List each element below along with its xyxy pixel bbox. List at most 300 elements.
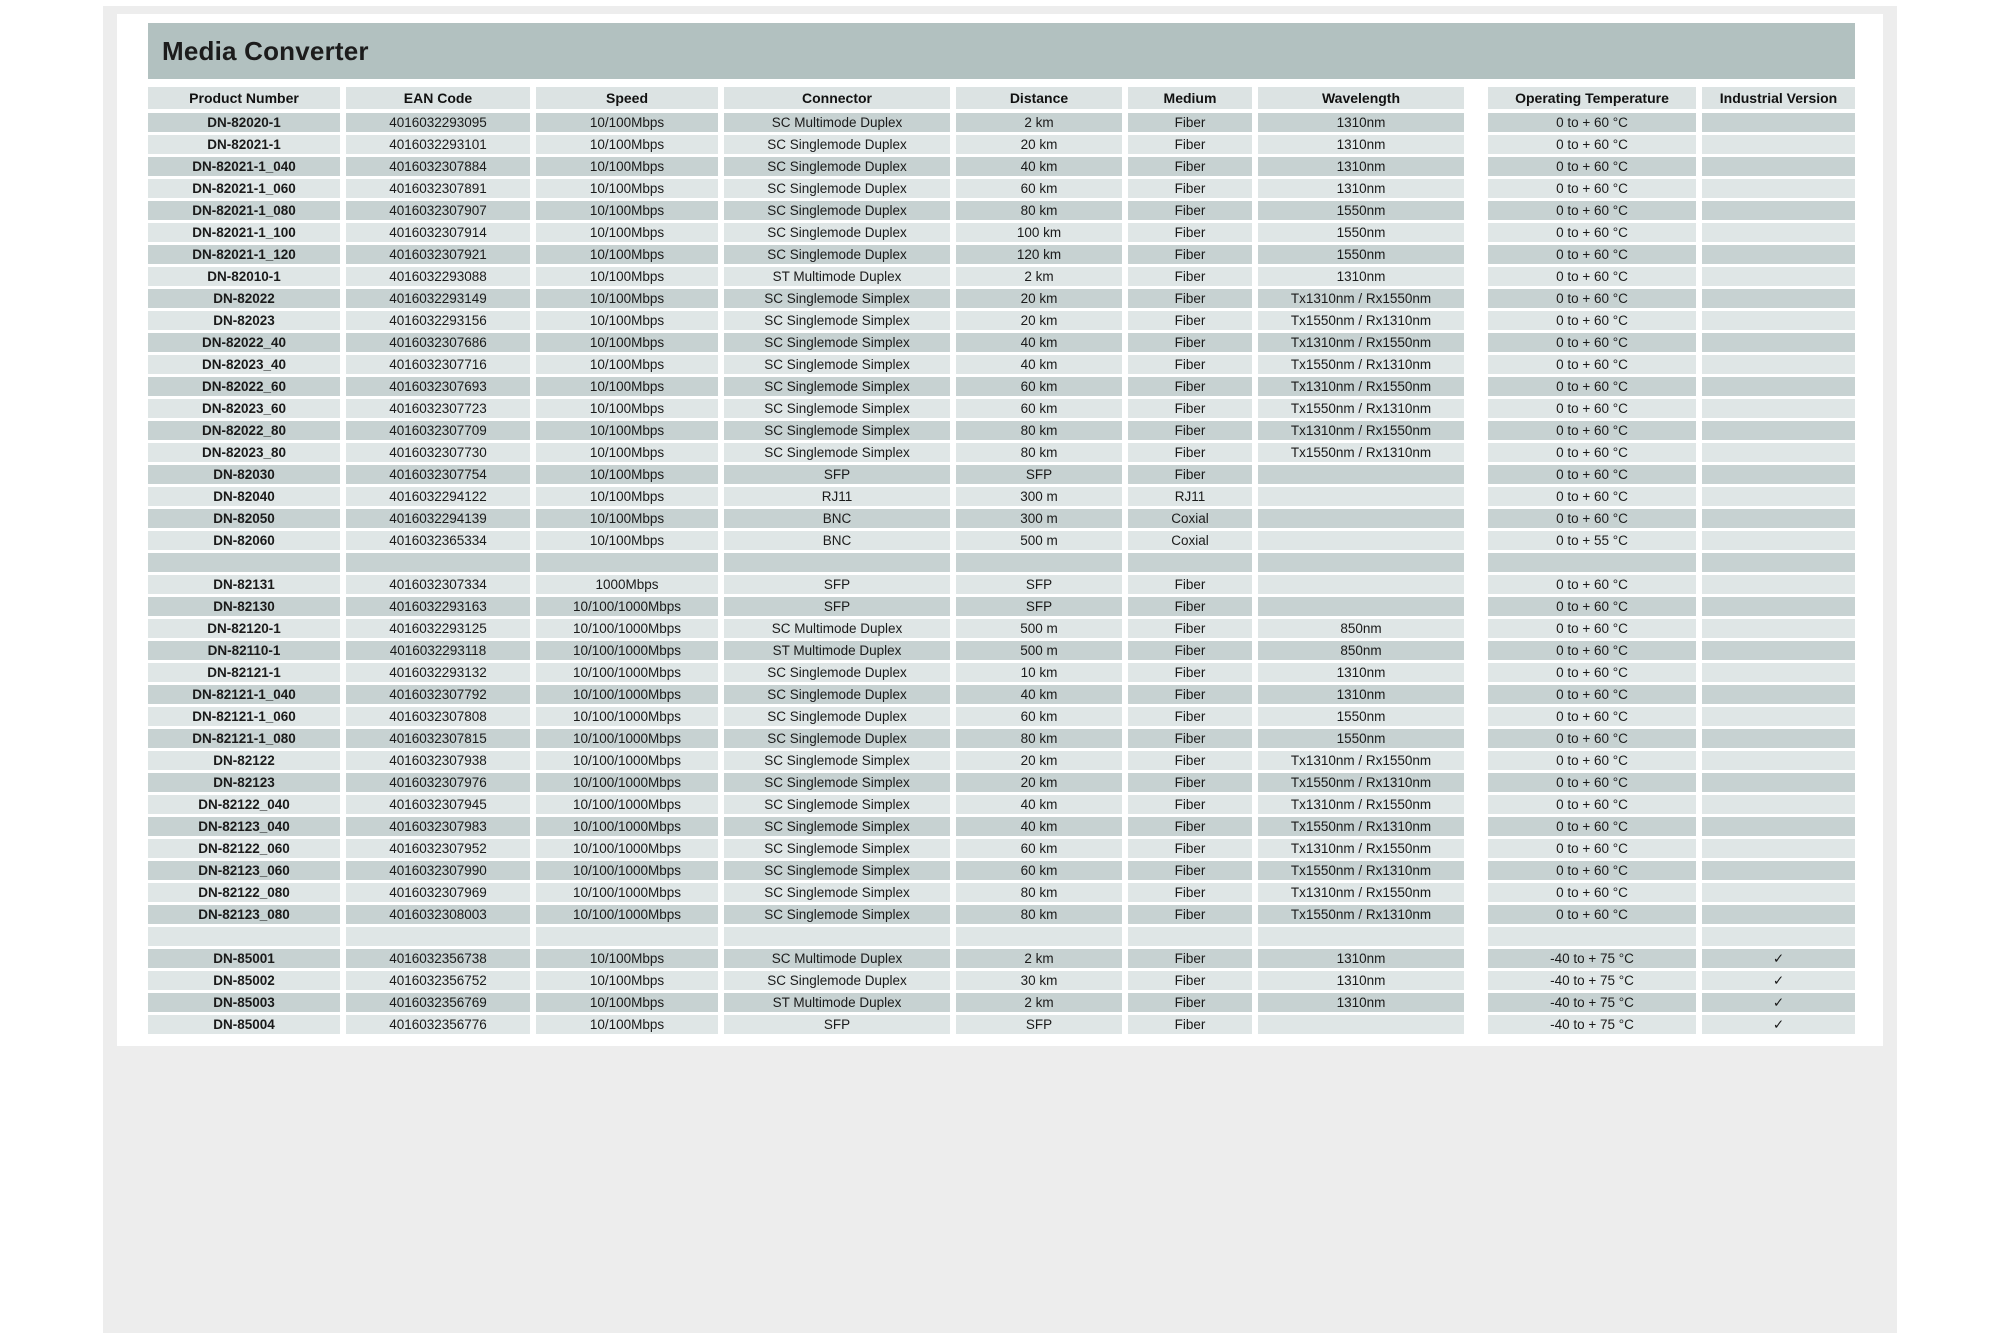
table-cell <box>1702 729 1855 748</box>
table-cell: Fiber <box>1128 377 1252 396</box>
column-group-gap <box>1470 179 1482 198</box>
table-cell: 60 km <box>956 377 1122 396</box>
table-row <box>148 399 1855 418</box>
table-cell: 4016032307334 <box>346 575 530 594</box>
column-group-gap <box>1470 421 1482 440</box>
table-cell: 40 km <box>956 685 1122 704</box>
table-cell <box>1702 267 1855 286</box>
column-group-gap <box>1470 113 1482 132</box>
table-cell: 0 to + 60 °C <box>1488 575 1696 594</box>
table-cell <box>148 553 340 572</box>
table-cell: 0 to + 60 °C <box>1488 729 1696 748</box>
table-cell: SC Singlemode Simplex <box>724 377 950 396</box>
table-cell: 10/100/1000Mbps <box>536 663 718 682</box>
table-cell: SC Singlemode Duplex <box>724 245 950 264</box>
column-group-gap <box>1470 729 1482 748</box>
column-group-gap <box>1470 1015 1482 1034</box>
table-cell: 0 to + 60 °C <box>1488 795 1696 814</box>
table-cell <box>956 553 1122 572</box>
table-cell <box>1702 223 1855 242</box>
table-cell: 80 km <box>956 443 1122 462</box>
table-cell: 4016032307945 <box>346 795 530 814</box>
table-cell <box>1258 531 1464 550</box>
table-cell: DN-82121-1_040 <box>148 685 340 704</box>
table-cell: 10/100Mbps <box>536 377 718 396</box>
table-cell: DN-82022 <box>148 289 340 308</box>
table-cell: 0 to + 60 °C <box>1488 883 1696 902</box>
table-cell: Fiber <box>1128 773 1252 792</box>
table-cell <box>346 927 530 946</box>
table-cell <box>1702 663 1855 682</box>
table-cell: 0 to + 60 °C <box>1488 421 1696 440</box>
column-group-gap <box>1470 619 1482 638</box>
column-group-gap <box>1470 575 1482 594</box>
table-cell: 0 to + 55 °C <box>1488 531 1696 550</box>
table-cell: 0 to + 60 °C <box>1488 861 1696 880</box>
table-cell: 4016032294122 <box>346 487 530 506</box>
table-cell: 4016032308003 <box>346 905 530 924</box>
table-cell: 10/100Mbps <box>536 531 718 550</box>
table-cell: 4016032307976 <box>346 773 530 792</box>
table-cell: DN-82123_040 <box>148 817 340 836</box>
table-cell: 10/100/1000Mbps <box>536 751 718 770</box>
table-cell: BNC <box>724 509 950 528</box>
table-row <box>148 377 1855 396</box>
table-cell: Fiber <box>1128 311 1252 330</box>
column-group-gap <box>1470 553 1482 572</box>
table-row <box>148 641 1855 660</box>
column-group-gap <box>1470 333 1482 352</box>
table-cell: 4016032293132 <box>346 663 530 682</box>
table-row <box>148 619 1855 638</box>
table-cell: 40 km <box>956 817 1122 836</box>
table-cell: 10/100Mbps <box>536 949 718 968</box>
column-group-gap <box>1470 531 1482 550</box>
table-cell: DN-82030 <box>148 465 340 484</box>
table-row <box>148 1015 1855 1034</box>
table-cell: 4016032307952 <box>346 839 530 858</box>
table-cell: 0 to + 60 °C <box>1488 223 1696 242</box>
table-cell: 10/100Mbps <box>536 179 718 198</box>
table-cell: DN-82021-1 <box>148 135 340 154</box>
table-cell: Fiber <box>1128 267 1252 286</box>
table-row <box>148 905 1855 924</box>
table-row <box>148 971 1855 990</box>
column-group-gap <box>1470 861 1482 880</box>
table-cell: Fiber <box>1128 861 1252 880</box>
table-cell: 60 km <box>956 179 1122 198</box>
table-cell <box>1702 377 1855 396</box>
table-cell: 500 m <box>956 641 1122 660</box>
table-cell: ✓ <box>1702 993 1855 1012</box>
table-row <box>148 949 1855 968</box>
table-cell: DN-82021-1_080 <box>148 201 340 220</box>
table-cell: 4016032293095 <box>346 113 530 132</box>
table-cell: 2 km <box>956 949 1122 968</box>
table-cell <box>1702 927 1855 946</box>
table-cell <box>1702 773 1855 792</box>
column-group-gap <box>1470 597 1482 616</box>
table-cell: 0 to + 60 °C <box>1488 135 1696 154</box>
table-cell: 10/100/1000Mbps <box>536 619 718 638</box>
table-cell: 60 km <box>956 707 1122 726</box>
table-cell <box>1258 553 1464 572</box>
table-cell: 1310nm <box>1258 993 1464 1012</box>
table-row <box>148 311 1855 330</box>
table-cell: 20 km <box>956 751 1122 770</box>
table-cell: 4016032356752 <box>346 971 530 990</box>
column-group-gap <box>1470 993 1482 1012</box>
table-cell: Fiber <box>1128 135 1252 154</box>
table-cell: SFP <box>956 597 1122 616</box>
table-cell: Fiber <box>1128 663 1252 682</box>
table-cell: Fiber <box>1128 751 1252 770</box>
table-cell: 10/100/1000Mbps <box>536 773 718 792</box>
table-cell: 0 to + 60 °C <box>1488 443 1696 462</box>
table-row <box>148 773 1855 792</box>
table-cell: Tx1310nm / Rx1550nm <box>1258 421 1464 440</box>
table-cell <box>1702 817 1855 836</box>
column-group-gap <box>1470 883 1482 902</box>
table-cell: ST Multimode Duplex <box>724 993 950 1012</box>
table-cell: Tx1310nm / Rx1550nm <box>1258 289 1464 308</box>
column-group-gap <box>1470 971 1482 990</box>
table-cell: 4016032307983 <box>346 817 530 836</box>
table-cell: 4016032356769 <box>346 993 530 1012</box>
table-cell: 1550nm <box>1258 707 1464 726</box>
table-cell: DN-82122_080 <box>148 883 340 902</box>
table-cell: 0 to + 60 °C <box>1488 751 1696 770</box>
table-cell: 4016032307716 <box>346 355 530 374</box>
table-row <box>148 487 1855 506</box>
table-cell: Coxial <box>1128 509 1252 528</box>
table-row <box>148 113 1855 132</box>
table-cell: 10/100Mbps <box>536 201 718 220</box>
column-group-gap <box>1470 663 1482 682</box>
table-cell: DN-82123 <box>148 773 340 792</box>
table-cell: Fiber <box>1128 399 1252 418</box>
table-cell <box>1258 1015 1464 1034</box>
table-cell: SC Singlemode Simplex <box>724 421 950 440</box>
table-cell: 1000Mbps <box>536 575 718 594</box>
table-cell: DN-82110-1 <box>148 641 340 660</box>
table-cell: 4016032293125 <box>346 619 530 638</box>
column-group-gap <box>1470 927 1482 946</box>
table-cell: DN-82010-1 <box>148 267 340 286</box>
table-cell: 10/100Mbps <box>536 333 718 352</box>
table-row <box>148 421 1855 440</box>
table-cell: 0 to + 60 °C <box>1488 619 1696 638</box>
column-group-gap <box>1470 135 1482 154</box>
table-cell: SC Multimode Duplex <box>724 949 950 968</box>
table-row <box>148 993 1855 1012</box>
table-cell: Tx1550nm / Rx1310nm <box>1258 817 1464 836</box>
table-cell: 1310nm <box>1258 949 1464 968</box>
table-cell: 1310nm <box>1258 267 1464 286</box>
table-cell: 80 km <box>956 201 1122 220</box>
table-cell: Fiber <box>1128 641 1252 660</box>
table-cell <box>1702 201 1855 220</box>
table-cell: SC Singlemode Duplex <box>724 179 950 198</box>
table-cell: Fiber <box>1128 245 1252 264</box>
table-cell: Fiber <box>1128 707 1252 726</box>
table-cell: 0 to + 60 °C <box>1488 399 1696 418</box>
table-cell: SC Singlemode Simplex <box>724 333 950 352</box>
table-cell: Tx1310nm / Rx1550nm <box>1258 883 1464 902</box>
table-cell <box>346 553 530 572</box>
table-cell: 10/100/1000Mbps <box>536 883 718 902</box>
table-row <box>148 179 1855 198</box>
table-cell: 20 km <box>956 773 1122 792</box>
column-group-gap <box>1470 87 1482 109</box>
table-cell: DN-82121-1_080 <box>148 729 340 748</box>
table-cell: DN-82050 <box>148 509 340 528</box>
table-cell: 0 to + 60 °C <box>1488 663 1696 682</box>
table-row <box>148 839 1855 858</box>
table-cell <box>1258 509 1464 528</box>
column-header: EAN Code <box>346 87 530 109</box>
column-header: Wavelength <box>1258 87 1464 109</box>
table-cell: 850nm <box>1258 619 1464 638</box>
table-cell: 500 m <box>956 619 1122 638</box>
table-cell <box>1702 421 1855 440</box>
table-cell: 4016032307938 <box>346 751 530 770</box>
table-cell: 0 to + 60 °C <box>1488 179 1696 198</box>
table-cell <box>1488 553 1696 572</box>
table-cell <box>1702 883 1855 902</box>
table-row <box>148 883 1855 902</box>
column-header: Distance <box>956 87 1122 109</box>
table-cell <box>1128 553 1252 572</box>
table-cell: SC Singlemode Simplex <box>724 839 950 858</box>
column-group-gap <box>1470 949 1482 968</box>
table-cell <box>724 927 950 946</box>
table-cell: 0 to + 60 °C <box>1488 157 1696 176</box>
table-cell <box>1702 861 1855 880</box>
table-cell <box>1702 399 1855 418</box>
table-cell: 0 to + 60 °C <box>1488 289 1696 308</box>
table-cell: 0 to + 60 °C <box>1488 685 1696 704</box>
table-cell: Fiber <box>1128 729 1252 748</box>
table-cell: DN-82021-1_100 <box>148 223 340 242</box>
table-cell: 0 to + 60 °C <box>1488 355 1696 374</box>
table-cell: 10/100Mbps <box>536 399 718 418</box>
table-cell: 40 km <box>956 795 1122 814</box>
table-cell: ST Multimode Duplex <box>724 641 950 660</box>
table-cell: 1550nm <box>1258 729 1464 748</box>
table-cell: Coxial <box>1128 531 1252 550</box>
table-cell: DN-82121-1_060 <box>148 707 340 726</box>
table-cell: 100 km <box>956 223 1122 242</box>
table-cell: 4016032293101 <box>346 135 530 154</box>
table-cell: 4016032293156 <box>346 311 530 330</box>
table-cell: SC Singlemode Simplex <box>724 883 950 902</box>
table-cell <box>1258 465 1464 484</box>
table-cell: 4016032307693 <box>346 377 530 396</box>
column-group-gap <box>1470 443 1482 462</box>
column-group-gap <box>1470 157 1482 176</box>
table-cell: SFP <box>724 597 950 616</box>
column-group-gap <box>1470 641 1482 660</box>
table-cell <box>1702 113 1855 132</box>
table-row <box>148 531 1855 550</box>
table-cell: DN-82023 <box>148 311 340 330</box>
table-row <box>148 201 1855 220</box>
table-cell <box>536 927 718 946</box>
table-cell: SC Singlemode Duplex <box>724 663 950 682</box>
table-cell: Tx1550nm / Rx1310nm <box>1258 399 1464 418</box>
column-group-gap <box>1470 509 1482 528</box>
table-cell: DN-82023_60 <box>148 399 340 418</box>
table-cell: SFP <box>724 465 950 484</box>
table-cell <box>1258 575 1464 594</box>
table-cell: 10/100Mbps <box>536 355 718 374</box>
table-cell: 20 km <box>956 311 1122 330</box>
table-cell <box>1258 927 1464 946</box>
table-cell: 10/100Mbps <box>536 267 718 286</box>
table-cell: 4016032307723 <box>346 399 530 418</box>
table-cell: SC Singlemode Duplex <box>724 685 950 704</box>
table-cell: -40 to + 75 °C <box>1488 949 1696 968</box>
table-cell: 4016032307686 <box>346 333 530 352</box>
table-cell: Fiber <box>1128 795 1252 814</box>
table-cell: DN-82060 <box>148 531 340 550</box>
table-row <box>148 751 1855 770</box>
table-cell: ✓ <box>1702 949 1855 968</box>
table-cell: 0 to + 60 °C <box>1488 267 1696 286</box>
table-cell: SC Singlemode Simplex <box>724 443 950 462</box>
column-header: Operating Temperature <box>1488 87 1696 109</box>
table-cell: 0 to + 60 °C <box>1488 707 1696 726</box>
column-group-gap <box>1470 817 1482 836</box>
table-cell <box>1702 509 1855 528</box>
table-cell <box>1258 597 1464 616</box>
table-row <box>148 157 1855 176</box>
table-cell: 4016032307730 <box>346 443 530 462</box>
table-cell: Tx1550nm / Rx1310nm <box>1258 773 1464 792</box>
table-cell <box>956 927 1122 946</box>
table-cell: 10/100/1000Mbps <box>536 729 718 748</box>
table-cell: DN-82131 <box>148 575 340 594</box>
table-cell: 4016032307709 <box>346 421 530 440</box>
table-row <box>148 707 1855 726</box>
table-cell: 30 km <box>956 971 1122 990</box>
table-cell: Fiber <box>1128 113 1252 132</box>
table-cell <box>1702 553 1855 572</box>
table-cell <box>1702 311 1855 330</box>
table-cell: 40 km <box>956 333 1122 352</box>
page-title: Media Converter <box>162 35 369 66</box>
table-cell: 0 to + 60 °C <box>1488 905 1696 924</box>
table-cell: 80 km <box>956 729 1122 748</box>
column-group-gap <box>1470 289 1482 308</box>
table-cell: SC Singlemode Simplex <box>724 289 950 308</box>
table-cell: DN-82040 <box>148 487 340 506</box>
table-cell: 40 km <box>956 157 1122 176</box>
table-cell <box>148 927 340 946</box>
page-frame <box>103 6 1897 1333</box>
table-cell: Tx1310nm / Rx1550nm <box>1258 795 1464 814</box>
table-cell: 10/100/1000Mbps <box>536 905 718 924</box>
table-cell: 4016032356738 <box>346 949 530 968</box>
table-cell: 1550nm <box>1258 223 1464 242</box>
table-cell: 0 to + 60 °C <box>1488 641 1696 660</box>
table-cell: 10/100/1000Mbps <box>536 641 718 660</box>
table-cell: SC Singlemode Duplex <box>724 135 950 154</box>
table-cell: SC Singlemode Duplex <box>724 201 950 220</box>
table-cell: 120 km <box>956 245 1122 264</box>
table-cell: SC Singlemode Simplex <box>724 355 950 374</box>
table-cell: Fiber <box>1128 421 1252 440</box>
table-cell: Fiber <box>1128 157 1252 176</box>
table-cell: 10/100Mbps <box>536 509 718 528</box>
table-cell: 4016032307792 <box>346 685 530 704</box>
table-cell: SC Singlemode Simplex <box>724 795 950 814</box>
table-cell: 10/100/1000Mbps <box>536 597 718 616</box>
column-group-gap <box>1470 201 1482 220</box>
table-cell: 4016032307907 <box>346 201 530 220</box>
table-row <box>148 267 1855 286</box>
table-cell: 4016032307914 <box>346 223 530 242</box>
table-cell <box>1702 465 1855 484</box>
table-cell: 0 to + 60 °C <box>1488 245 1696 264</box>
table-cell: 10/100/1000Mbps <box>536 839 718 858</box>
column-group-gap <box>1470 355 1482 374</box>
table-cell: 500 m <box>956 531 1122 550</box>
table-cell <box>1702 333 1855 352</box>
table-cell: DN-82023_40 <box>148 355 340 374</box>
table-cell: SFP <box>724 1015 950 1034</box>
table-body <box>148 113 1855 1034</box>
table-cell: 10/100Mbps <box>536 465 718 484</box>
table-row <box>148 443 1855 462</box>
table-cell: 4016032294139 <box>346 509 530 528</box>
table-cell: 1310nm <box>1258 685 1464 704</box>
table-cell: 80 km <box>956 905 1122 924</box>
table-cell: Tx1310nm / Rx1550nm <box>1258 377 1464 396</box>
table-cell: 10/100/1000Mbps <box>536 685 718 704</box>
table-cell: 0 to + 60 °C <box>1488 773 1696 792</box>
column-group-gap <box>1470 751 1482 770</box>
table-cell: Fiber <box>1128 839 1252 858</box>
table-cell: Tx1310nm / Rx1550nm <box>1258 333 1464 352</box>
table-cell: 1310nm <box>1258 157 1464 176</box>
table-row <box>148 289 1855 308</box>
table-row <box>148 597 1855 616</box>
table-cell: 2 km <box>956 267 1122 286</box>
table-row <box>148 509 1855 528</box>
table-cell: Fiber <box>1128 1015 1252 1034</box>
table-cell: BNC <box>724 531 950 550</box>
column-group-gap <box>1470 245 1482 264</box>
table-cell: ✓ <box>1702 971 1855 990</box>
table-cell: -40 to + 75 °C <box>1488 993 1696 1012</box>
table-cell: 10/100Mbps <box>536 421 718 440</box>
table-cell: 1310nm <box>1258 179 1464 198</box>
table-cell: Tx1550nm / Rx1310nm <box>1258 311 1464 330</box>
table-cell: SC Singlemode Simplex <box>724 311 950 330</box>
table-cell: Tx1310nm / Rx1550nm <box>1258 751 1464 770</box>
table-cell: Tx1550nm / Rx1310nm <box>1258 861 1464 880</box>
content-card <box>117 14 1883 1046</box>
table-cell <box>1702 575 1855 594</box>
table-cell: SC Multimode Duplex <box>724 619 950 638</box>
table-cell: -40 to + 75 °C <box>1488 1015 1696 1034</box>
table-cell: 0 to + 60 °C <box>1488 465 1696 484</box>
table-cell: Tx1310nm / Rx1550nm <box>1258 839 1464 858</box>
table-cell: 1550nm <box>1258 201 1464 220</box>
table-cell: DN-82022_40 <box>148 333 340 352</box>
